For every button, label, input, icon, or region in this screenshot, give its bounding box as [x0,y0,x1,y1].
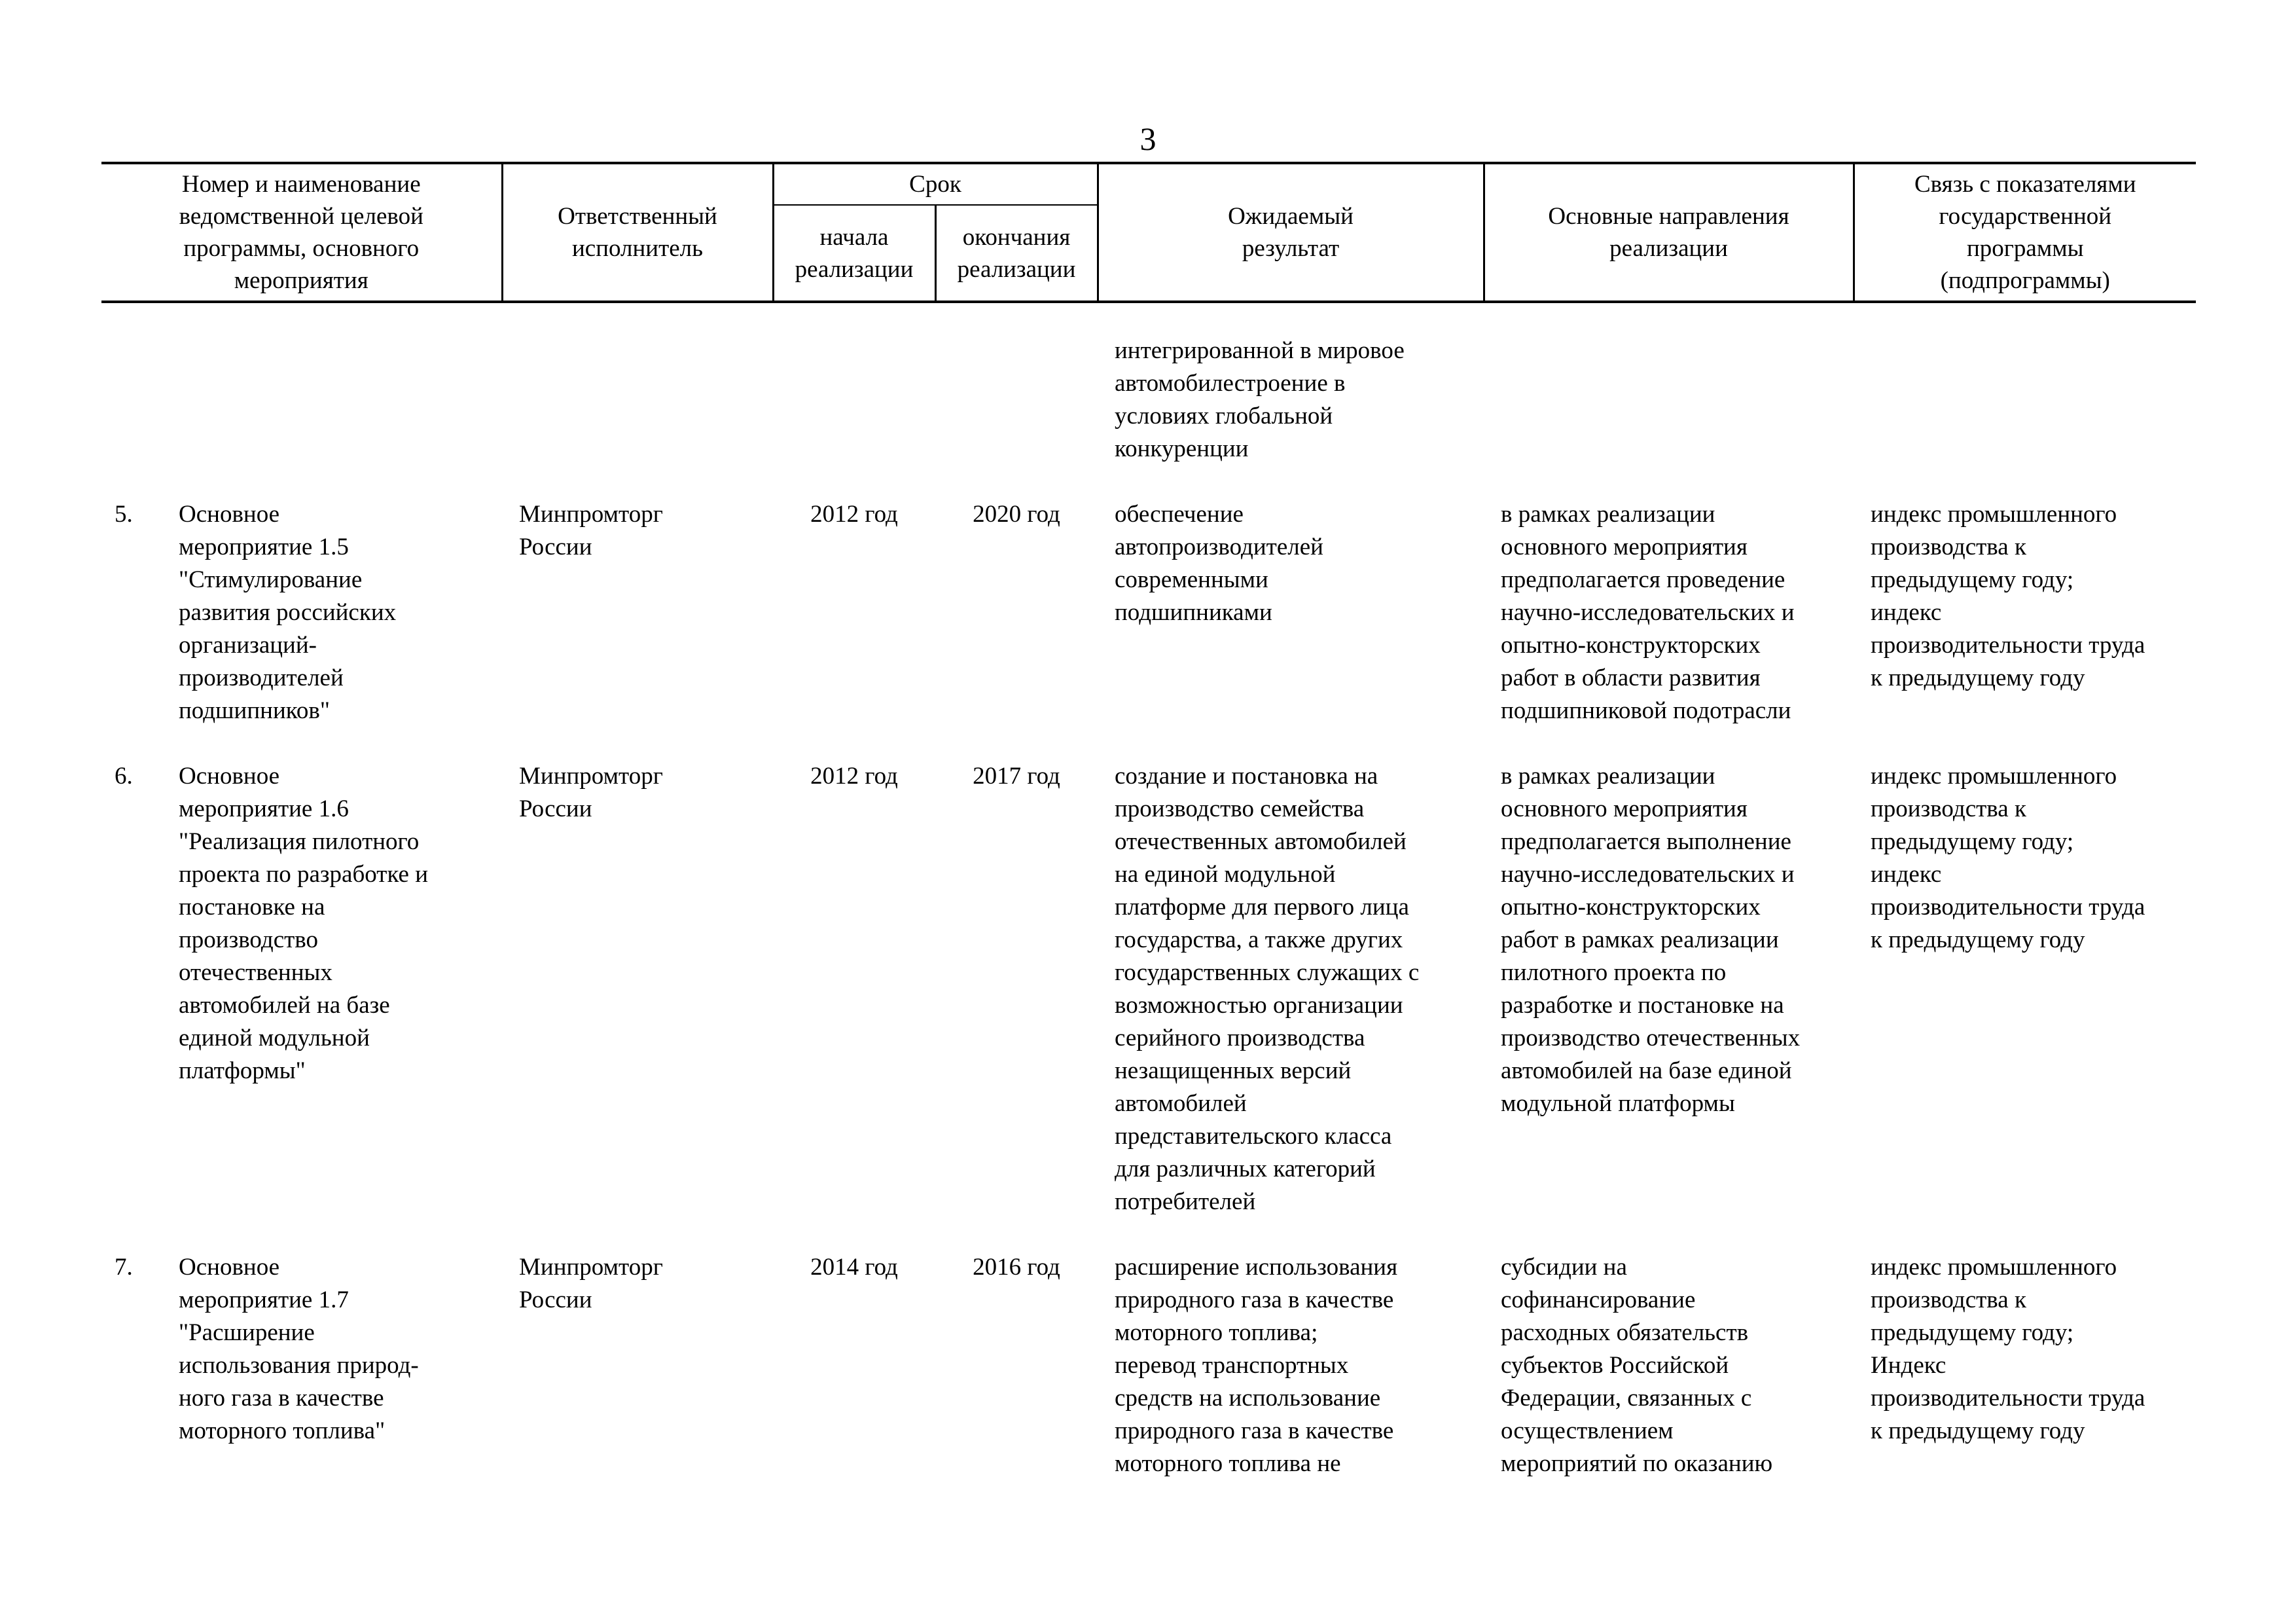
header-expected-result: Ожидаемый результат [1098,163,1484,302]
program-cell [101,760,502,1251]
header-term: Срок [773,163,1098,205]
table-row [101,1251,2196,1513]
executor: Минпромторг России [519,501,663,560]
executor: Минпромторг России [519,1254,663,1313]
header-program-name: Номер и наименование ведомственной целевой программы, основного мероприятия [101,163,502,302]
table-row [101,760,2196,1251]
measures-table [101,162,2196,1513]
row-number: 7. [115,1254,133,1281]
table-row [101,498,2196,760]
directions: в рамках реализации основного мероприятия предполагается проведение научно-исследовательских и опытно-конструкторских работ в области развития подшипниковой подотрасли [1501,501,1795,724]
program-cell [101,1251,502,1513]
continuation-result: интегрированной в мировое автомобилестроение в условиях глобальной конкуренции [1115,337,1405,462]
table-row-continuation [101,302,2196,498]
program-name: Основное мероприятие 1.7 "Расширение использования природ- ного газа в качестве моторного топлива" [179,1254,419,1444]
start-year: 2014 год [810,1254,898,1281]
executor: Минпромторг России [519,763,663,822]
end-year: 2016 год [973,1254,1060,1281]
program-name: Основное мероприятие 1.6 "Реализация пилотного проекта по разработке и постановке на производство отечественных автомобилей на базе единой модульной платформы" [179,763,429,1084]
directions: субсидии на софинансирование расходных обязательств субъектов Российской Федерации, связанных с осуществлением мероприятий по оказанию [1501,1254,1773,1477]
row-number: 5. [115,501,133,528]
page-number: 3 [1139,120,1157,157]
expected-result: обеспечение автопроизводителей современными подшипниками [1115,501,1323,626]
expected-result: расширение использования природного газа в качестве моторного топлива; перевод транспортных средств на использование природного газа в качестве моторного топлива не [1115,1254,1398,1477]
expected-result: создание и постановка на производство семейства отечественных автомобилей на единой модульной платформе для первого лица государства, а также других государственных служащих с возможностью организации серийного производства незащищенных версий автомобилей представительского класса для различных категорий потребителей [1115,763,1420,1215]
end-year: 2017 год [973,763,1060,790]
start-year: 2012 год [810,501,898,528]
header-end: окончания реализации [935,205,1098,302]
program-cell [101,498,502,760]
end-year: 2020 год [973,501,1060,528]
header-directions: Основные направления реализации [1484,163,1854,302]
start-year: 2012 год [810,763,898,790]
indicator-link: индекс промышленного производства к предыдущему году; индекс производительности труда к предыдущему году [1871,763,2145,953]
header-executor: Ответственный исполнитель [502,163,773,302]
header-start: начала реализации [773,205,935,302]
indicator-link: индекс промышленного производства к предыдущему году; Индекс производительности труда к предыдущему году [1871,1254,2145,1444]
row-number: 6. [115,763,133,790]
header-indicator-link: Связь с показателями государственной программы (подпрограммы) [1854,163,2196,302]
directions: в рамках реализации основного мероприятия предполагается выполнение научно-исследовательских и опытно-конструкторских работ в рамках реализации пилотного проекта по разработке и постановке на производство отечественных автомобилей на базе единой модульной платформы [1501,763,1801,1117]
indicator-link: индекс промышленного производства к предыдущему году; индекс производительности труда к предыдущему году [1871,501,2145,691]
program-name: Основное мероприятие 1.5 "Стимулирование развития российских организаций- производителей подшипников" [179,501,397,724]
